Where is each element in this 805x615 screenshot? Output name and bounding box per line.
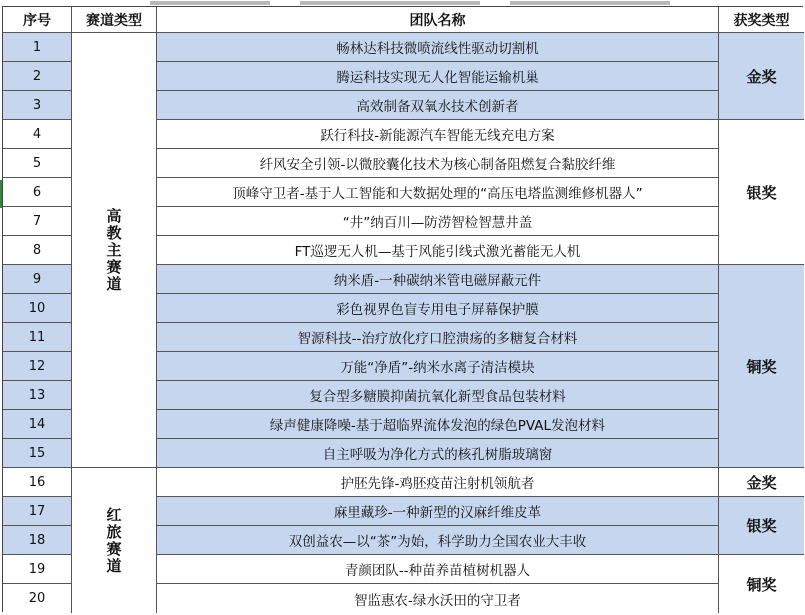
row-number-cell[interactable]: 7 bbox=[3, 207, 72, 236]
team-name-cell[interactable]: 智源科技--治疗放化疗口腔溃疡的多糖复合材料 bbox=[157, 323, 719, 352]
team-name-cell[interactable]: 彩色视界色盲专用电子屏幕保护膜 bbox=[157, 294, 719, 323]
team-name-cell[interactable]: FT巡逻无人机—基于风能引线式激光蓄能无人机 bbox=[157, 236, 719, 265]
team-name-cell[interactable]: 麻里藏珍-一种新型的汉麻纤维皮革 bbox=[157, 497, 719, 526]
team-name-cell[interactable]: 青颜团队--种苗养苗植树机器人 bbox=[157, 555, 719, 584]
team-name-cell[interactable]: 万能“净盾”-纳米水离子清洁模块 bbox=[157, 352, 719, 381]
row-number-cell[interactable]: 19 bbox=[3, 555, 72, 584]
team-name-cell[interactable]: 绿声健康降噪-基于超临界流体发泡的绿色PVAL发泡材料 bbox=[157, 410, 719, 439]
header-team[interactable]: 团队名称 bbox=[157, 7, 719, 33]
award-type-cell[interactable]: 铜奖 bbox=[719, 265, 804, 468]
award-type-cell[interactable]: 金奖 bbox=[719, 468, 804, 497]
award-type-cell[interactable]: 铜奖 bbox=[719, 555, 804, 613]
row-number-cell[interactable]: 1 bbox=[3, 33, 72, 62]
row-number-cell[interactable]: 10 bbox=[3, 294, 72, 323]
row-selection-marker bbox=[0, 180, 2, 208]
team-name-cell[interactable]: 高效制备双氧水技术创新者 bbox=[157, 91, 719, 120]
team-name-cell[interactable]: “井”纳百川—防涝智检智慧井盖 bbox=[157, 207, 719, 236]
row-number-cell[interactable]: 18 bbox=[3, 526, 72, 555]
award-type-cell[interactable]: 银奖 bbox=[719, 120, 804, 265]
track-type-cell[interactable]: 高教主赛道 bbox=[72, 33, 157, 468]
header-no[interactable]: 序号 bbox=[3, 7, 72, 33]
row-number-cell[interactable]: 20 bbox=[3, 584, 72, 613]
track-type-cell[interactable]: 红旅赛道 bbox=[72, 468, 157, 613]
row-number-cell[interactable]: 9 bbox=[3, 265, 72, 294]
row-number-cell[interactable]: 12 bbox=[3, 352, 72, 381]
team-name-cell[interactable]: 双创益农—以“茶”为始，科学助力全国农业大丰收 bbox=[157, 526, 719, 555]
award-table bbox=[2, 6, 803, 612]
team-name-cell[interactable]: 跃行科技-新能源汽车智能无线充电方案 bbox=[157, 120, 719, 149]
team-name-cell[interactable]: 畅林达科技微喷流线性驱动切割机 bbox=[157, 33, 719, 62]
row-number-cell[interactable]: 6 bbox=[3, 178, 72, 207]
header-award[interactable]: 获奖类型 bbox=[719, 7, 804, 33]
row-number-cell[interactable]: 14 bbox=[3, 410, 72, 439]
award-type-cell[interactable]: 金奖 bbox=[719, 33, 804, 120]
row-number-cell[interactable]: 4 bbox=[3, 120, 72, 149]
team-name-cell[interactable]: 腾运科技实现无人化智能运输机巢 bbox=[157, 62, 719, 91]
row-number-cell[interactable]: 11 bbox=[3, 323, 72, 352]
team-name-cell[interactable]: 复合型多糖膜抑菌抗氧化新型食品包装材料 bbox=[157, 381, 719, 410]
team-name-cell[interactable]: 自主呼吸为净化方式的核孔树脂玻璃窗 bbox=[157, 439, 719, 468]
row-number-cell[interactable]: 15 bbox=[3, 439, 72, 468]
row-number-cell[interactable]: 13 bbox=[3, 381, 72, 410]
team-name-cell[interactable]: 纤风安全引领-以微胶囊化技术为核心制备阻燃复合黏胶纤维 bbox=[157, 149, 719, 178]
team-name-cell[interactable]: 智监惠农-绿水沃田的守卫者 bbox=[157, 584, 719, 613]
header-track[interactable]: 赛道类型 bbox=[72, 7, 157, 33]
row-number-cell[interactable]: 5 bbox=[3, 149, 72, 178]
row-number-cell[interactable]: 3 bbox=[3, 91, 72, 120]
team-name-cell[interactable]: 护胚先锋-鸡胚疫苗注射机领航者 bbox=[157, 468, 719, 497]
team-name-cell[interactable]: 顶峰守卫者-基于人工智能和大数据处理的“高压电塔监测维修机器人” bbox=[157, 178, 719, 207]
row-number-cell[interactable]: 16 bbox=[3, 468, 72, 497]
row-number-cell[interactable]: 8 bbox=[3, 236, 72, 265]
award-type-cell[interactable]: 银奖 bbox=[719, 497, 804, 555]
row-number-cell[interactable]: 17 bbox=[3, 497, 72, 526]
team-name-cell[interactable]: 纳米盾-一种碳纳米管电磁屏蔽元件 bbox=[157, 265, 719, 294]
row-number-cell[interactable]: 2 bbox=[3, 62, 72, 91]
